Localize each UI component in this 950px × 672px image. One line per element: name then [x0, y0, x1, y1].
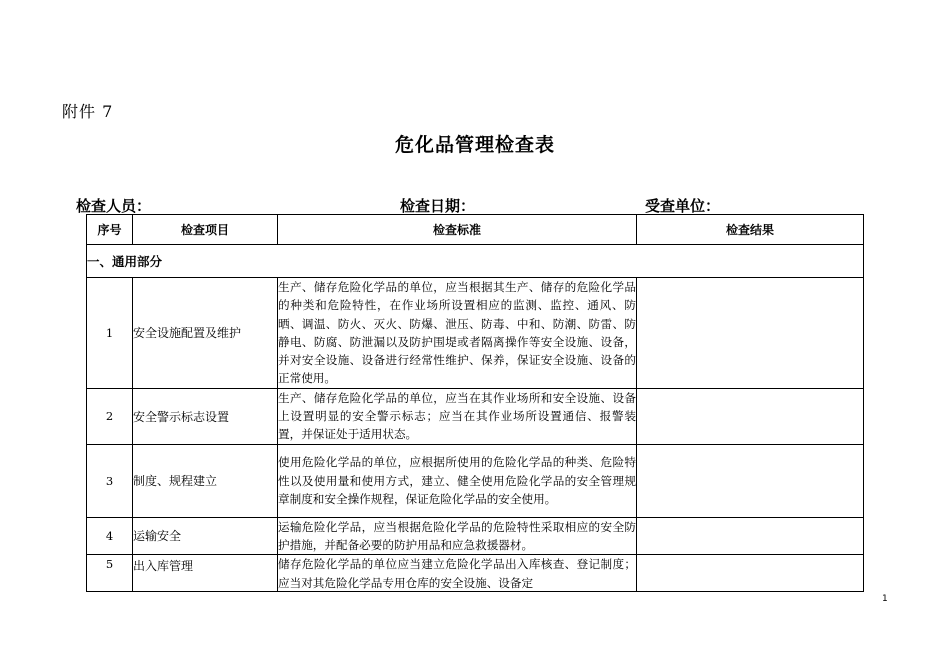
inspection-date-label: 检查日期： — [400, 197, 476, 215]
table-row — [87, 517, 864, 555]
section-row — [87, 245, 864, 278]
row-number: 3 — [87, 444, 133, 517]
table-row — [87, 388, 864, 444]
table-row — [87, 555, 864, 592]
row-item: 出入库管理 — [133, 555, 278, 592]
row-result — [637, 278, 864, 389]
table-row — [87, 444, 864, 517]
header-result: 检查结果 — [637, 215, 864, 245]
row-standard: 储存危险化学品的单位应当建立危险化学品出入库核查、登记制度；应当对其危险化学品专用仓库的安全设施、设备定 — [278, 557, 636, 590]
inspected-unit-label: 受查单位： — [645, 197, 721, 215]
row-standard-cell — [278, 555, 637, 592]
section-title: 一、通用部分 — [87, 245, 864, 278]
attachment-label: 附件 7 — [62, 102, 114, 121]
inspector-label: 检查人员： — [76, 197, 152, 215]
table-header-row — [87, 215, 864, 245]
row-standard: 生产、储存危险化学品的单位，应当在其作业场所和安全设施、设备上设置明显的安全警示标志；应当在其作业场所设置通信、报警装置，并保证处于适用状态。 — [278, 388, 637, 444]
document-title: 危化品管理检查表 — [394, 134, 555, 156]
row-number: 2 — [87, 388, 133, 444]
row-result — [637, 388, 864, 444]
header-standard: 检查标准 — [278, 215, 637, 245]
row-item: 制度、规程建立 — [133, 444, 278, 517]
header-item: 检查项目 — [133, 215, 278, 245]
table-row — [87, 278, 864, 389]
row-result — [637, 517, 864, 555]
header-number: 序号 — [87, 215, 133, 245]
row-number: 1 — [87, 278, 133, 389]
page-number: 1 — [882, 594, 888, 604]
row-item: 安全设施配置及维护 — [133, 278, 278, 389]
row-number: 5 — [87, 555, 133, 592]
row-item: 安全警示标志设置 — [133, 388, 278, 444]
row-standard: 使用危险化学品的单位，应根据所使用的危险化学品的种类、危险特性以及使用量和使用方式，建立、健全使用危险化学品的安全管理规章制度和安全操作规程，保证危险化学品的安全使用。 — [278, 444, 637, 517]
row-number: 4 — [87, 517, 133, 555]
row-standard: 生产、储存危险化学品的单位，应当根据其生产、储存的危险化学品的种类和危险特性，在作业场所设置相应的监测、监控、通风、防晒、调温、防火、灭火、防爆、泄压、防毒、中和、防潮、防雷、防静电、防腐、防泄漏以及防护围堤或者隔离操作等安全设施、设备，并对安全设施、设备进行经常性维护、保养，保证安全设施、设备的正常使用。 — [278, 278, 637, 389]
row-standard: 运输危险化学品，应当根据危险化学品的危险特性采取相应的安全防护措施，并配备必要的防护用品和应急救援器材。 — [278, 517, 637, 555]
row-item: 运输安全 — [133, 517, 278, 555]
row-result — [637, 555, 864, 592]
row-result — [637, 444, 864, 517]
inspection-table — [86, 214, 864, 592]
